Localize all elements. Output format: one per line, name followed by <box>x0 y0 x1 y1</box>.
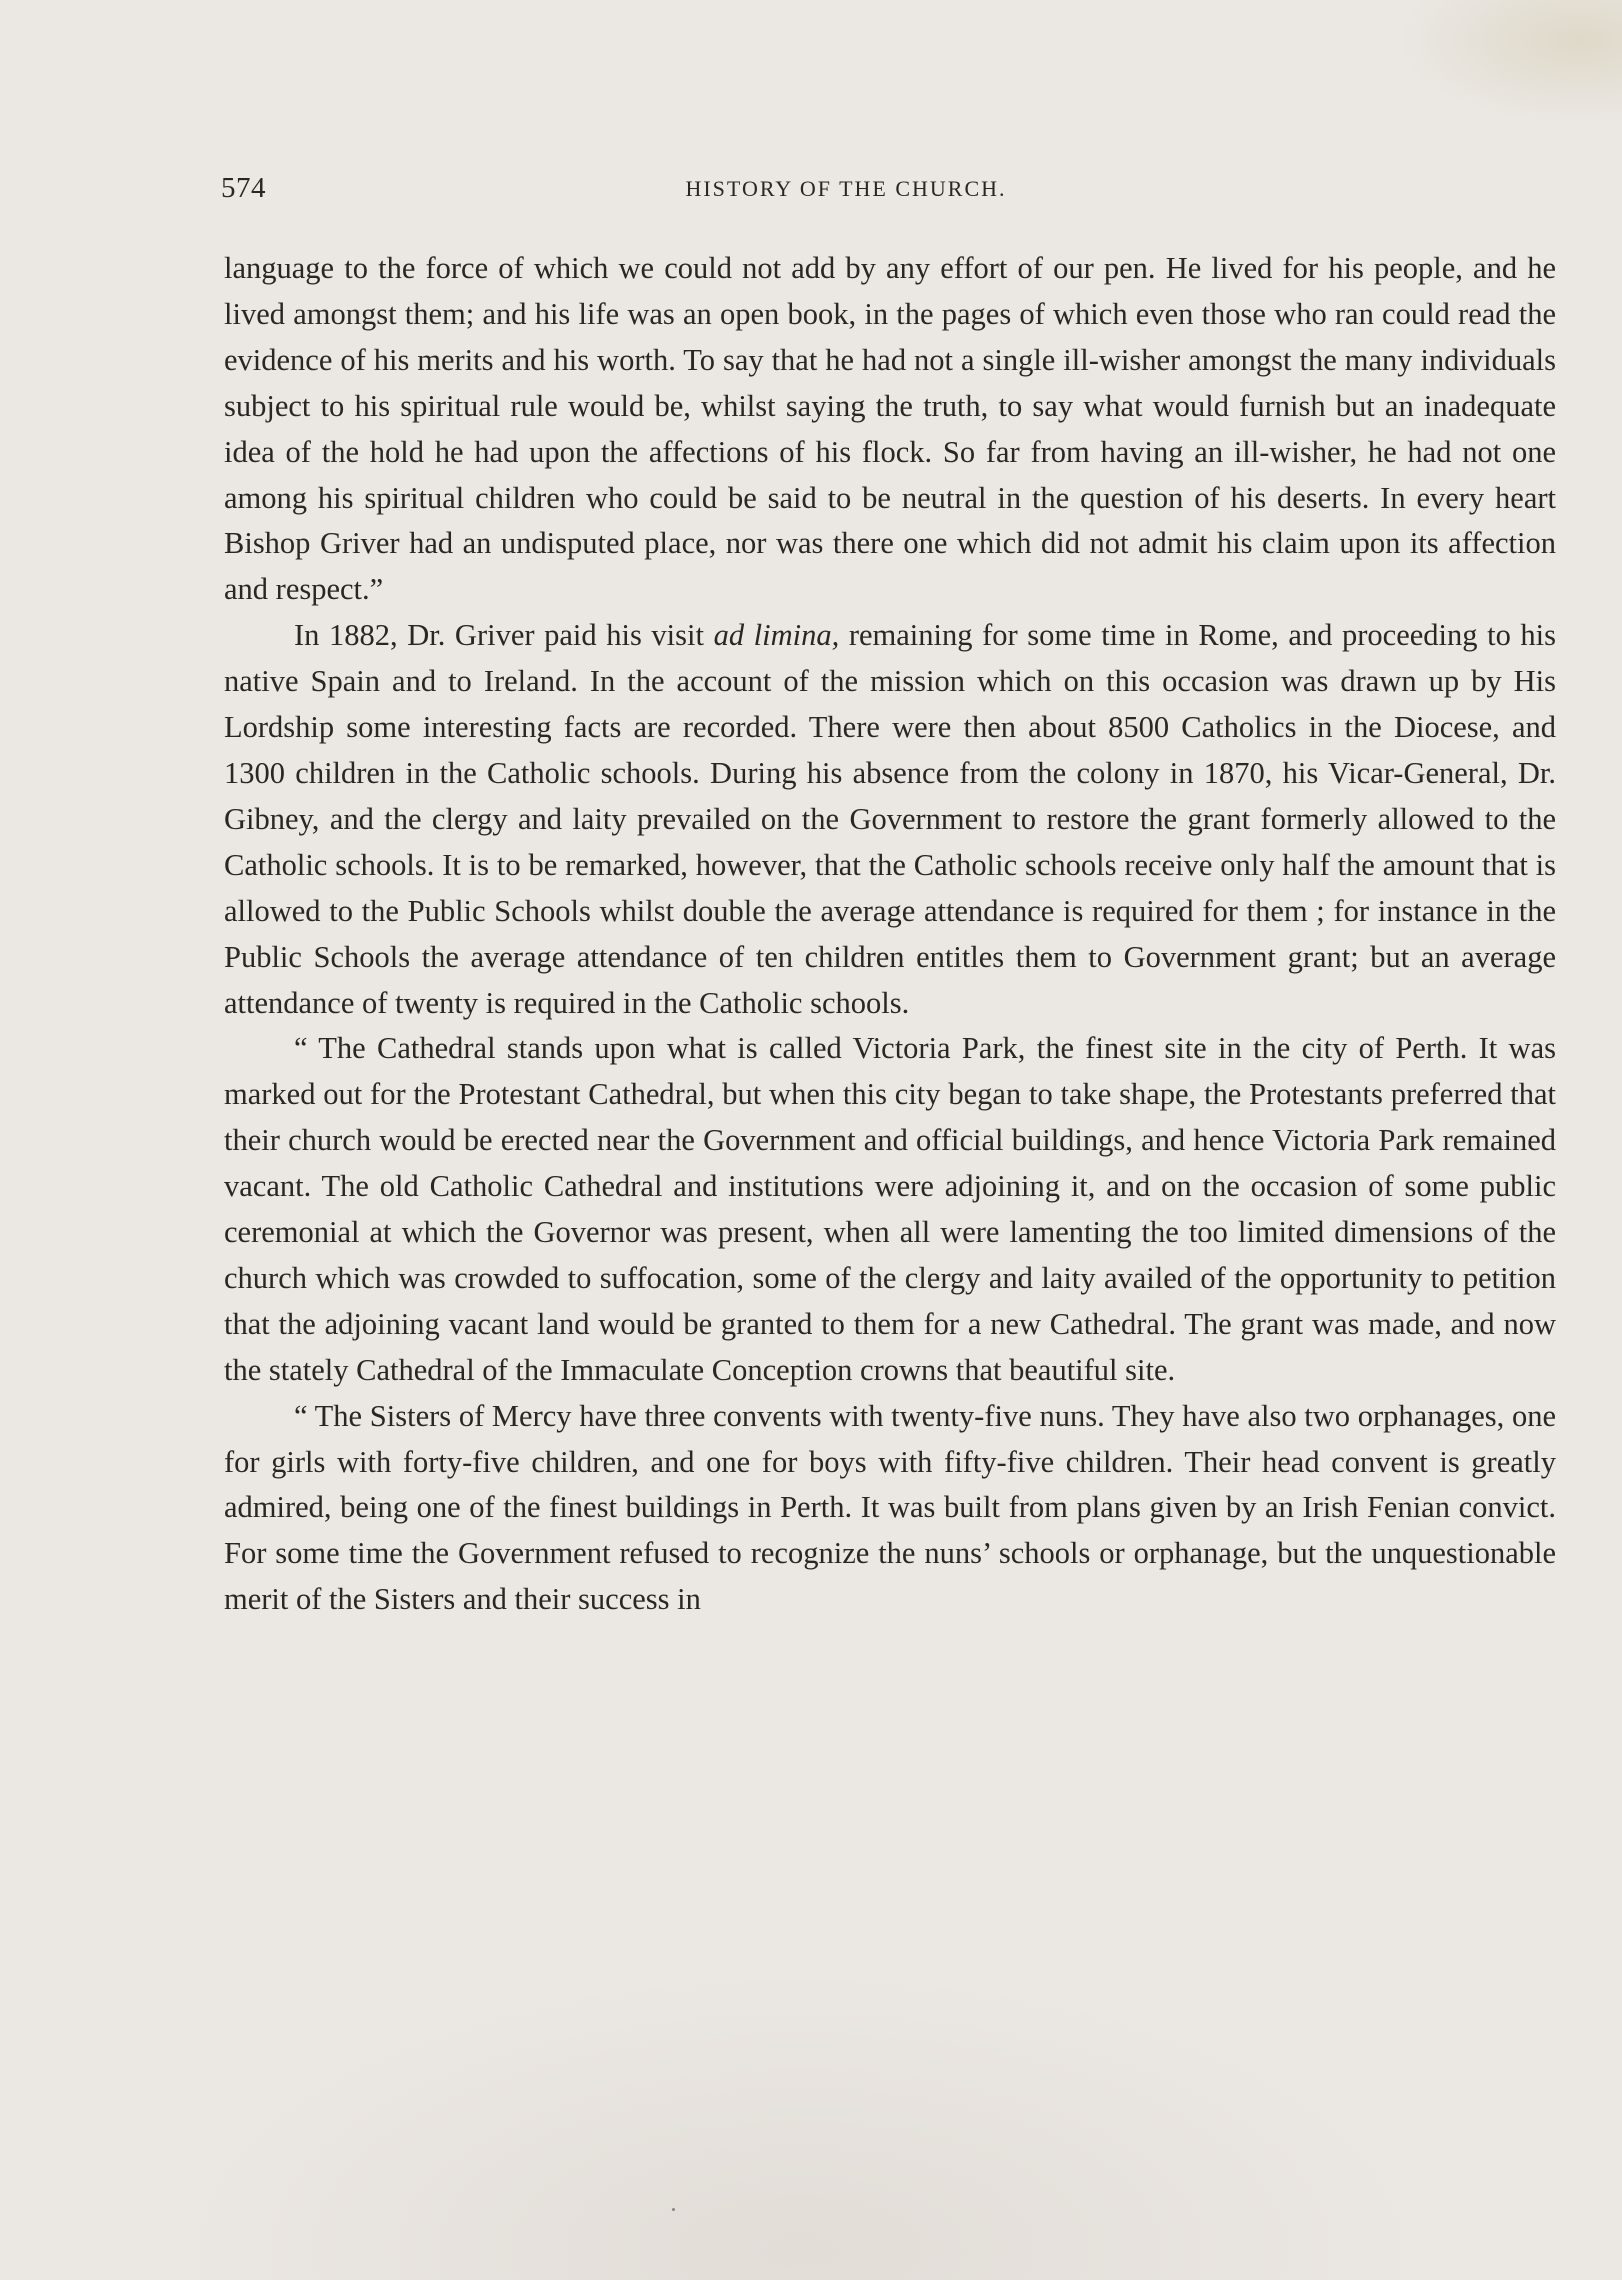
paragraph-text: remaining for some time in Rome, and proceeding to his native Spain and to Ireland. In the account of the mission which on this occasion was drawn up by His Lordship some interesting facts are recorded. There were then about 8500 Catholics in the Diocese, and 1300 children in the Catholic schools. During his absence from the colony in 1870, his Vicar-General, Dr. Gibney, and the clergy and laity prevailed on the Government to restore the grant formerly allowed to the Catholic schools. It is to be remarked, however, that the Catholic schools receive only half the amount that is allowed to the Public Schools whilst double the average attendance is required for them ; for instance in the Public Schools the average attendance of ten children entitles them to Government grant; but an average attendance of twenty is required in the Catholic schools. <box>224 618 1557 1020</box>
paragraph-text: language to the force of which we could not add by any effort of our pen. He lived for his people, and he lived amongst them; and his life was an open book, in the pages of which even those who ran could read the evidence of his merits and his worth. To say that he had not a single ill-wisher amongst the many individuals subject to his spiritual rule would be, whilst saying the truth, to say what would furnish but an inadequate idea of the hold he had upon the affections of his flock. So far from having an ill-wisher, he had not one among his spiritual children who could be said to be neutral in the question of his deserts. In every heart Bishop Griver had an undisputed place, nor was there one which did not admit his claim upon its affection and respect.” <box>224 251 1556 607</box>
italic-phrase: ad limina, <box>713 618 840 653</box>
page-number: 574 <box>221 172 266 204</box>
paragraph-text: In 1882, Dr. Griver paid his visit <box>294 618 714 653</box>
paragraph-text: “ The Cathedral stands upon what is called Victoria Park, the finest site in the city of Perth. It was marked out for the Protestant Cathedral, but when this city began to take shape, the Protestants preferred that their church would be erected near the Government and official buildings, and hence Victoria Park remained vacant. The old Catholic Cathedral and institutions were adjoining it, and on the occasion of some public ceremonial at which the Governor was present, when all were lamenting the too limited dimensions of the church which was crowded to suffocation, some of the clergy and laity availed of the opportunity to petition that the adjoining vacant land would be granted to them for a new Cathedral. The grant was made, and now the stately Cathedral of the Immaculate Conception crowns that beautiful site. <box>224 1031 1556 1387</box>
running-title: HISTORY OF THE CHURCH. <box>685 176 1007 201</box>
paragraph-continued <box>224 246 1556 613</box>
paper-speck <box>672 2208 675 2211</box>
body-text <box>224 246 1556 1623</box>
paragraph-visit-ad-limina <box>224 613 1556 1026</box>
running-head <box>221 172 1551 212</box>
paragraph-sisters-of-mercy <box>224 1394 1556 1624</box>
paragraph-cathedral <box>224 1026 1556 1393</box>
paragraph-text: “ The Sisters of Mercy have three convents with twenty-five nuns. They have also two orphanages, one for girls with forty-five children, and one for boys with fifty-five children. Their head convent is greatly admired, being one of the finest buildings in Perth. It was built from plans given by an Irish Fenian convict. For some time the Government refused to recognize the nuns’ schools or orphanage, but the unquestionable merit of the Sisters and their success in <box>224 1398 1556 1617</box>
